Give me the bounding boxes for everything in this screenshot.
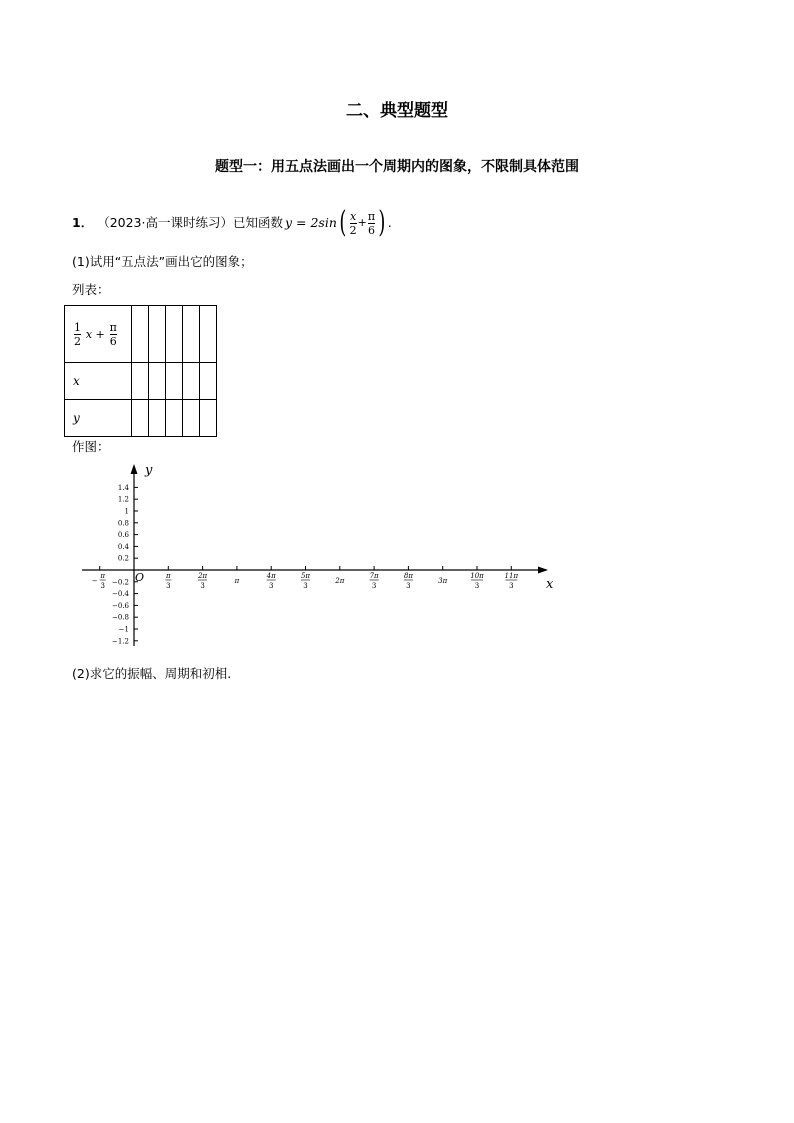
y-tick-label: −1.2 (112, 637, 129, 646)
x-tick-numerator: 8π (403, 572, 413, 580)
x-tick-numerator: 5π (300, 572, 311, 580)
x-tick-label: π (234, 577, 240, 585)
right-paren: ) (378, 205, 386, 240)
x-tick-numerator: 11π (504, 572, 519, 580)
problem-number: 1． (72, 215, 94, 230)
part2-text: (2)求它的振幅、周期和初相. (72, 666, 232, 681)
y-tick-label: −0.6 (112, 601, 129, 610)
plot-label: 作图： (72, 439, 110, 454)
x-tick-denominator: 3 (371, 582, 377, 590)
x-tick-numerator: 2π (198, 572, 208, 580)
x-tick-denominator: 3 (474, 582, 480, 590)
x-tick-denominator: 3 (406, 582, 411, 590)
origin-label: O (135, 571, 145, 584)
fraction-pi-over-6: $\frac{\pi}{6}$ (367, 209, 376, 237)
x-tick-numerator: 4π (266, 572, 276, 580)
row-label-y: y (65, 400, 132, 437)
x-tick-label: 3π (438, 577, 448, 585)
part1-text: (1)试用“五点法”画出它的图象； (72, 254, 253, 269)
row-label-phase: $\frac{1}{2}$ x + $\frac{\pi}{6}$ (65, 306, 132, 363)
y-axis-label: y (145, 463, 153, 478)
fraction-x-over-2: $\frac{x}{2}$ (349, 209, 357, 237)
x-tick-label: 2π (335, 577, 345, 585)
y-tick-label: 1 (124, 507, 129, 516)
x-tick-minus: − (91, 577, 98, 585)
y-tick-label: 1.2 (117, 495, 129, 504)
section-title: 二、典型题型 (346, 101, 448, 121)
y-tick-label: 0.6 (117, 531, 129, 540)
y-tick-label: 0.4 (117, 542, 129, 551)
left-paren: ( (339, 205, 347, 240)
y-tick-label: −1 (118, 625, 129, 634)
x-tick-denominator: 3 (100, 582, 105, 590)
x-tick-denominator: 3 (166, 582, 171, 590)
y-tick-label: 1.4 (117, 483, 129, 492)
y-tick-label: −0.4 (112, 590, 129, 599)
x-tick-denominator: 3 (268, 582, 274, 590)
problem-source: （2023·高一课时练习）已知函数 (97, 215, 283, 230)
y-tick-label: 0.2 (117, 554, 129, 563)
y-tick-label: −0.2 (112, 578, 129, 587)
x-tick-denominator: 3 (303, 582, 308, 590)
y-tick-label: 0.8 (117, 519, 129, 528)
x-axis-label: x (546, 577, 554, 592)
table-label: 列表： (72, 282, 110, 297)
x-tick-numerator: π (100, 572, 106, 580)
x-tick-numerator: 10π (470, 572, 484, 580)
x-tick-denominator: 3 (200, 582, 205, 590)
x-tick-numerator: 7π (369, 572, 379, 580)
y-axis-arrow (131, 464, 138, 474)
x-axis-arrow (538, 567, 548, 574)
row-label-x: x (65, 363, 132, 400)
x-tick-numerator: π (165, 572, 171, 580)
plus-sign: + (357, 216, 367, 229)
x-tick-denominator: 3 (509, 582, 514, 590)
subsection-title: 题型一：用五点法画出一个周期内的图象，不限制具体范围 (215, 159, 579, 175)
function-lhs: y = 2sin (285, 215, 337, 230)
period-mark: . (387, 215, 392, 230)
y-tick-label: −0.8 (112, 613, 129, 622)
